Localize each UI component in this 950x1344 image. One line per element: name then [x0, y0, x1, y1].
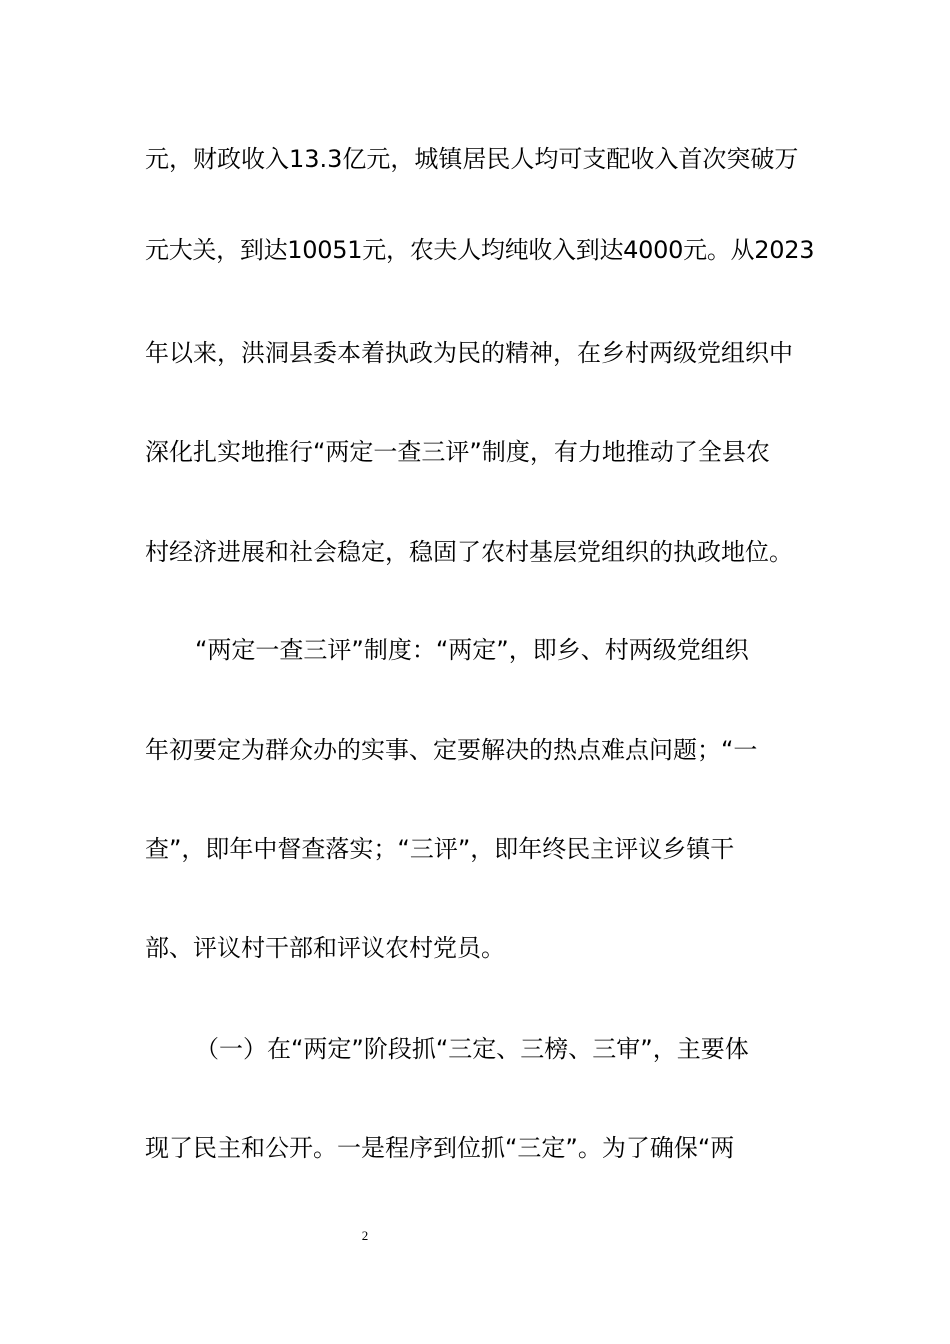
text-line: 现了民主和公开。一是程序到位抓“三定”。为了确保“两 [145, 1134, 735, 1162]
text-line: 元大关，到达10051元，农夫人均纯收入到达4000元。从2023 [145, 236, 815, 264]
text-line: 深化扎实地推行“两定一查三评”制度，有力地推动了全县农 [145, 438, 770, 466]
page-number: 2 [361, 1228, 369, 1243]
paragraph-first-line: （一）在“两定”阶段抓“三定、三榜、三审”，主要体 [195, 1035, 749, 1063]
paragraph-first-line: “两定一查三评”制度：“两定”，即乡、村两级党组织 [195, 636, 749, 664]
text-line: 村经济进展和社会稳定，稳固了农村基层党组织的执政地位。 [145, 538, 793, 566]
text-line: 年以来，洪洞县委本着执政为民的精神，在乡村两级党组织中 [145, 339, 793, 367]
text-line: 查”，即年中督查落实；“三评”，即年终民主评议乡镇干 [145, 835, 735, 863]
text-line: 元，财政收入13.3亿元，城镇居民人均可支配收入首次突破万 [145, 145, 799, 173]
text-line: 部、评议村干部和评议农村党员。 [145, 934, 505, 962]
text-line: 年初要定为群众办的实事、定要解决的热点难点问题；“一 [145, 736, 758, 764]
